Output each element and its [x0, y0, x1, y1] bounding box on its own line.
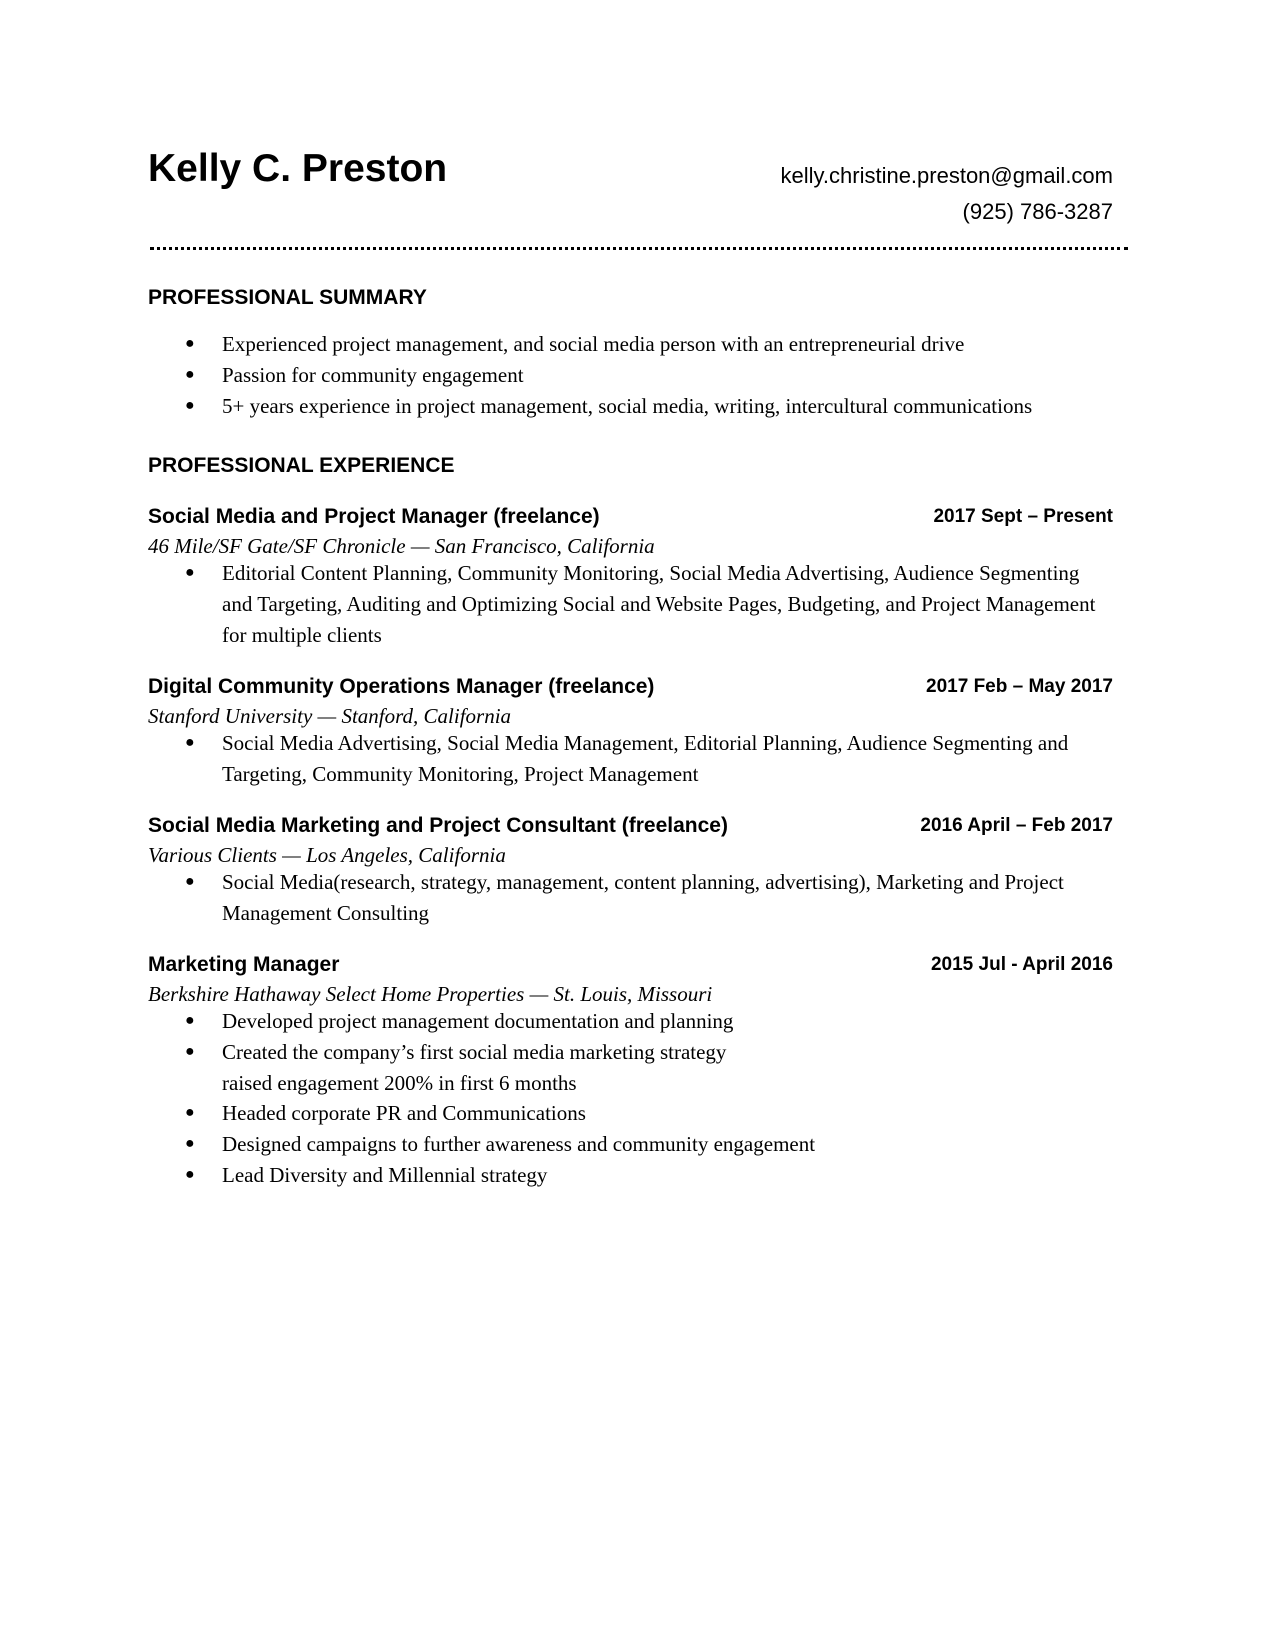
- job-bullets: [148, 1006, 1128, 1191]
- job-title: Marketing Manager: [148, 953, 340, 976]
- job-title: Digital Community Operations Manager (freelance): [148, 675, 655, 698]
- summary-heading: PROFESSIONAL SUMMARY: [148, 286, 427, 309]
- contact-email: kelly.christine.preston@gmail.com: [780, 163, 1113, 188]
- bullet-icon: ●: [185, 396, 195, 414]
- list-item: ● Designed campaigns to further awareness and community engagement: [148, 1129, 1102, 1160]
- bullet-icon: ●: [185, 1135, 195, 1153]
- job-dates: 2017 Feb – May 2017: [926, 676, 1113, 697]
- job-organization: Stanford University — Stanford, California: [148, 704, 512, 728]
- list-item-continuation: raised engagement 200% in first 6 months: [222, 1070, 577, 1095]
- contact-phone: (925) 786-3287: [962, 199, 1113, 224]
- job-bullets: [148, 558, 1128, 650]
- list-item: ● Passion for community engagement: [148, 360, 1102, 391]
- job-dates: 2016 April – Feb 2017: [920, 815, 1113, 836]
- header-divider: [150, 247, 1128, 250]
- list-item: ● 5+ years experience in project management, social media, writing, intercultural communications: [148, 391, 1102, 422]
- bullet-icon: ●: [185, 564, 195, 581]
- job-title: Social Media and Project Manager (freelance): [148, 505, 600, 528]
- job-organization: Berkshire Hathaway Select Home Properties — St. Louis, Missouri: [148, 982, 713, 1006]
- job-bullets: [148, 728, 1128, 790]
- list-item: ● Editorial Content Planning, Community Monitoring, Social Media Advertising, Audience Segmenting and Targeting, Auditing and Optimizing Social and Website Pages, Budgeting, and Project Management for multiple clients: [148, 558, 1102, 650]
- list-item: ● Social Media Advertising, Social Media Management, Editorial Planning, Audience Segmenting and Targeting, Community Monitoring, Project Management: [148, 728, 1102, 790]
- bullet-icon: ●: [185, 365, 195, 383]
- bullet-icon: ●: [185, 873, 195, 890]
- job-organization: Various Clients — Los Angeles, California: [148, 843, 506, 867]
- bullet-icon: ●: [185, 734, 195, 751]
- job-title: Social Media Marketing and Project Consultant (freelance): [148, 814, 728, 837]
- list-item: ● Created the company’s first social media marketing strategy: [148, 1037, 1102, 1068]
- list-item: ● Experienced project management, and social media person with an entrepreneurial drive: [148, 329, 1102, 360]
- bullet-icon: ●: [185, 1042, 195, 1060]
- list-item: ● Headed corporate PR and Communications: [148, 1098, 1102, 1129]
- job-dates: 2017 Sept – Present: [933, 506, 1113, 527]
- bullet-icon: ●: [185, 1104, 195, 1122]
- list-item: ● Social Media(research, strategy, management, content planning, advertising), Marketing and Project Management Consulting: [148, 867, 1102, 929]
- summary-list: [148, 329, 1128, 421]
- list-item: ● Lead Diversity and Millennial strategy: [148, 1160, 1102, 1191]
- resume-name: Kelly C. Preston: [148, 147, 448, 190]
- bullet-icon: ●: [185, 335, 195, 352]
- list-item: ● Developed project management documentation and planning: [148, 1006, 1102, 1037]
- experience-heading: PROFESSIONAL EXPERIENCE: [148, 454, 455, 477]
- job-bullets: [148, 867, 1128, 929]
- bullet-icon: ●: [185, 1012, 195, 1029]
- bullet-icon: ●: [185, 1165, 195, 1183]
- job-organization: 46 Mile/SF Gate/SF Chronicle — San Francisco, California: [148, 534, 655, 558]
- job-dates: 2015 Jul - April 2016: [930, 954, 1113, 975]
